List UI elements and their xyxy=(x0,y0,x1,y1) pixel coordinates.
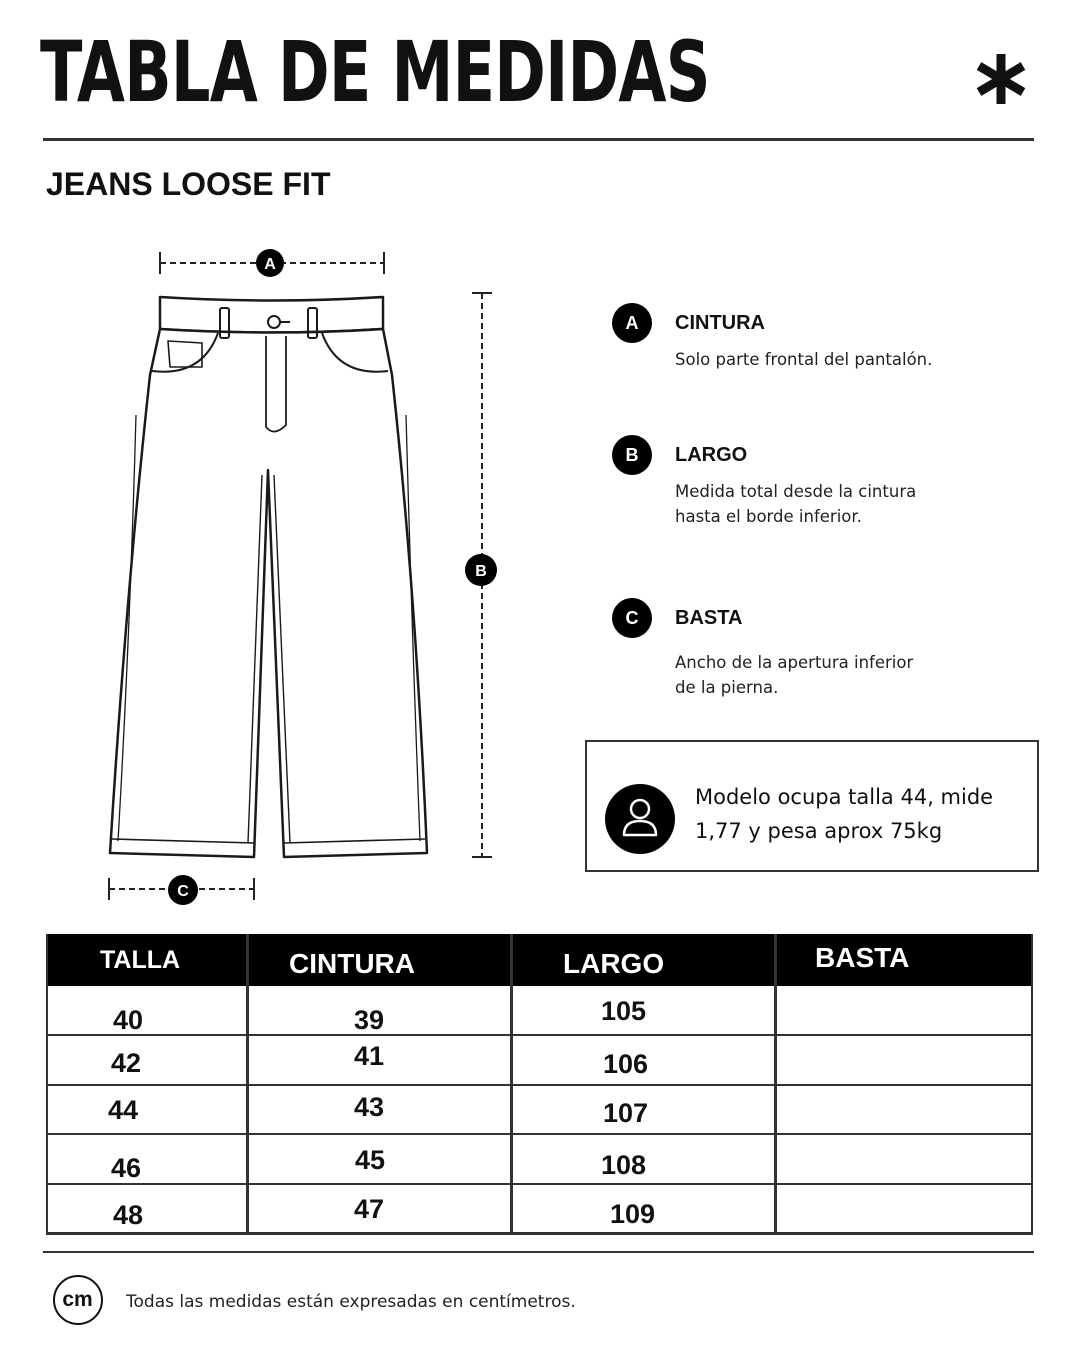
legend-badge: C xyxy=(612,598,652,638)
row-divider xyxy=(46,1034,1033,1036)
legend-description-line: hasta el borde inferior. xyxy=(675,507,862,526)
table-header-cell: LARGO xyxy=(563,948,665,979)
header-divider xyxy=(43,138,1034,141)
table-cell-talla: 42 xyxy=(111,1048,142,1078)
row-divider xyxy=(46,1084,1033,1086)
legend-description xyxy=(675,347,1005,372)
units-note: Todas las medidas están expresadas en centímetros. xyxy=(126,1292,576,1312)
legend-description-line: de la pierna. xyxy=(675,678,779,697)
product-subtitle: JEANS LOOSE FIT xyxy=(46,166,331,202)
model-description xyxy=(695,780,1025,848)
table-cell-talla: 46 xyxy=(111,1153,142,1183)
page-title: TABLA DE MEDIDAS xyxy=(40,23,710,121)
table-cell-largo: 106 xyxy=(603,1049,649,1079)
legend-description-line: Medida total desde la cintura xyxy=(675,482,917,501)
asterisk-icon xyxy=(972,50,1030,108)
size-table xyxy=(46,934,1033,1235)
row-divider xyxy=(46,1183,1033,1185)
model-info-box xyxy=(585,740,1039,872)
marker-a-label: A xyxy=(264,256,276,273)
legend-description-line: Solo parte frontal del pantalón. xyxy=(675,350,933,369)
cm-unit-label: cm xyxy=(62,1288,93,1311)
table-cell-cintura: 45 xyxy=(355,1145,386,1175)
legend-badge: B xyxy=(612,435,652,475)
table-cell-largo: 108 xyxy=(601,1150,647,1180)
cm-unit-icon xyxy=(53,1275,103,1325)
table-cell-largo: 109 xyxy=(610,1199,656,1229)
footer-divider xyxy=(43,1251,1034,1253)
marker-c xyxy=(168,875,198,905)
legend-title: BASTA xyxy=(675,607,743,629)
pants-diagram xyxy=(90,235,520,915)
marker-a xyxy=(256,249,284,277)
legend-title: CINTURA xyxy=(675,312,765,334)
model-text-line: Modelo ocupa talla 44, mide xyxy=(695,785,994,809)
legend-description-line: Ancho de la apertura inferior xyxy=(675,653,914,672)
user-icon xyxy=(605,784,675,854)
table-cell-largo: 105 xyxy=(601,996,647,1026)
row-divider xyxy=(46,1133,1033,1135)
marker-b xyxy=(465,554,497,586)
table-cell-talla: 48 xyxy=(113,1200,144,1230)
table-header-cell: CINTURA xyxy=(289,948,415,979)
legend-title: LARGO xyxy=(675,444,748,466)
table-cell-cintura: 47 xyxy=(354,1194,385,1224)
table-header-cell: BASTA xyxy=(815,942,910,973)
table-cell-cintura: 41 xyxy=(354,1041,385,1071)
model-text-line: 1,77 y pesa aprox 75kg xyxy=(695,819,943,843)
table-header-row xyxy=(46,934,1033,986)
table-cell-largo: 107 xyxy=(603,1098,649,1128)
table-cell-cintura: 39 xyxy=(354,1005,385,1035)
table-cell-cintura: 43 xyxy=(354,1092,385,1122)
table-cell-talla: 40 xyxy=(113,1005,144,1035)
table-header-cell: TALLA xyxy=(100,946,181,974)
marker-b-label: B xyxy=(475,563,487,580)
marker-c-label: C xyxy=(177,883,189,900)
pants-outline xyxy=(110,297,427,857)
table-cell-talla: 44 xyxy=(108,1095,139,1125)
legend-description xyxy=(675,650,1005,700)
legend-badge: A xyxy=(612,303,652,343)
legend-description xyxy=(675,479,1005,529)
